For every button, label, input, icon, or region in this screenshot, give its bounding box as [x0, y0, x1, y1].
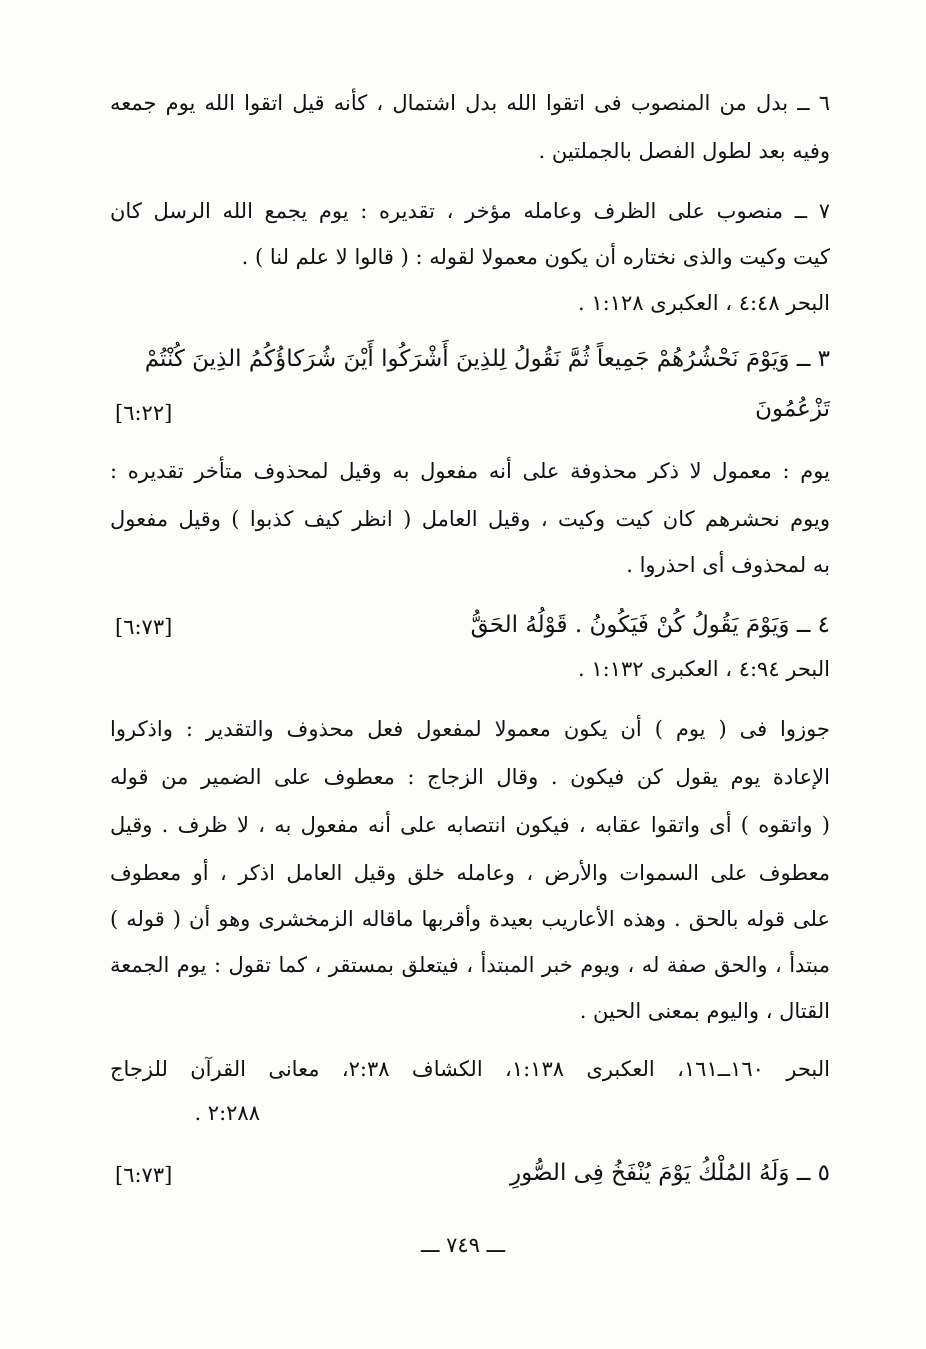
page-number: ـــ ٧٤٩ ـــ [420, 1233, 506, 1257]
text-line: جوزوا فى ( يوم ) أن يكون معمولا لمفعول فعل محذوف والتقدير : واذكروا [110, 717, 830, 741]
text-line: ويوم نحشرهم كان كيت وكيت ، وقيل العامل ( انظر كيف كذبوا ) وقيل مفعول [110, 507, 830, 531]
verse-reference: [٦:٧٣] [115, 1163, 173, 1187]
quran-verse: ٤ ــ وَيَوْمَ يَقُولُ كُنْ فَيَكُونُ . قَوْلُهُ الحَقُّ [470, 612, 830, 638]
text-line: ( واتقوه ) أى واتقوا عقابه ، فيكون انتصابه على أنه مفعول به ، لا ظرف . وقيل [110, 813, 830, 837]
reference-line: ٢:٢٨٨ . [194, 1101, 260, 1125]
reference-line: البحر ١٦٠ــ١٦١، العكبرى ١:١٣٨، الكشاف ٢:٣٨، معانى القرآن للزجاج [110, 1057, 830, 1081]
quran-verse: ٥ ــ وَلَهُ المُلْكُ يَوْمَ يُنْفَخُ فِى الصُّورِ [510, 1160, 830, 1186]
text-line: القتال ، واليوم بمعنى الحين . [579, 999, 830, 1023]
text-line: مبتدأ ، والحق صفة له ، ويوم خبر المبتدأ ، فيتعلق بمستقر ، كما تقول : يوم الجمعة [110, 953, 830, 977]
quran-verse: ٣ ــ وَيَوْمَ نَحْشُرُهُمْ جَمِيعاً ثُمَّ نَقُولُ لِلذِينَ أَشْرَكُوا أَيْنَ شُرَكاؤُكُمُ الذِينَ كُنْتُمْ [144, 346, 830, 372]
text-line: وفيه بعد لطول الفصل بالجملتين . [538, 139, 830, 163]
verse-reference: [٦:٢٢] [115, 401, 173, 425]
text-line: على قوله بالحق . وهذه الأعاريب بعيدة وأقربها ماقاله الزمخشرى وهو أن ( قوله ) [110, 907, 830, 931]
text-line: به لمحذوف أى احذروا . [626, 553, 830, 577]
text-line: كيت وكيت والذى نختاره أن يكون معمولا لقوله : ( قالوا لا علم لنا ) . [241, 245, 830, 269]
text-line: معطوف على السموات والأرض ، وعامله خلق وقيل العامل اذكر ، أو معطوف [110, 861, 830, 885]
text-line: ٧ ــ منصوب على الظرف وعامله مؤخر ، تقديره : يوم يجمع الله الرسل كان [110, 199, 830, 223]
reference-line: البحر ٤:٤٨ ، العكبرى ١:١٢٨ . [577, 291, 830, 315]
text-line: ٦ ــ بدل من المنصوب فى اتقوا الله بدل اشتمال ، كأنه قيل اتقوا الله يوم جمعه [110, 91, 830, 115]
verse-reference: [٦:٧٣] [115, 615, 173, 639]
quran-verse: تَزْعُمُونَ [755, 396, 830, 422]
text-line: يوم : معمول لا ذكر محذوفة على أنه مفعول به وقيل لمحذوف متأخر تقديره : [110, 459, 830, 483]
text-line: الإعادة يوم يقول كن فيكون . وقال الزجاج : معطوف على الضمير من قوله [110, 765, 830, 789]
reference-line: البحر ٤:٩٤ ، العكبرى ١:١٣٢ . [577, 657, 830, 681]
